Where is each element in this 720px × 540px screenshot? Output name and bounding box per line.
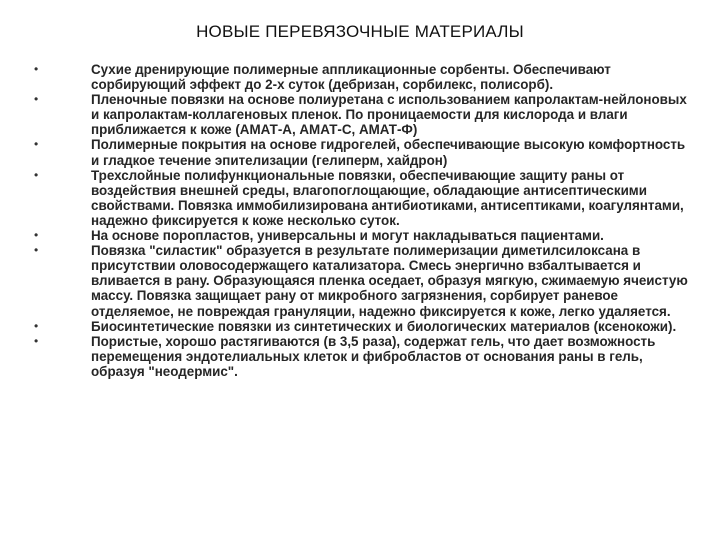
bullet-item (0, 334, 720, 379)
bullet-item (0, 319, 720, 334)
bullet-item (0, 137, 720, 167)
slide-title: НОВЫЕ ПЕРЕВЯЗОЧНЫЕ МАТЕРИАЛЫ (196, 22, 524, 41)
bullet-dot-icon: • (34, 137, 39, 152)
bullet-list (0, 62, 720, 379)
bullet-text: На основе поропластов, универсальны и могут накладываться пациентами. (91, 228, 604, 244)
bullet-dot-icon: • (34, 167, 39, 182)
bullet-item (0, 168, 720, 228)
bullet-item (0, 62, 720, 92)
bullet-text: Повязка "силастик" образуется в результате полимеризации диметилсилоксана в присутствии оловосодержащего катализатора. Смесь энергично взбалтывается и вливается в рану. Образующаяся пленка оседает, образуя мягкую, сжимаемую ячеистую массу. Повязка защищает рану от микробного загрязнения, сорбирует раневое отделяемое, не повреждая грануляции, надежно фиксируется к коже, легко удаляется. (91, 243, 688, 319)
bullet-dot-icon: • (34, 92, 39, 107)
bullet-item (0, 92, 720, 137)
bullet-text: Сухие дренирующие полимерные аппликационные сорбенты. Обеспечивают сорбирующий эффект до 2-х суток (дебризан, сорбилекс, полисорб). (91, 62, 611, 93)
bullet-text: Полимерные покрытия на основе гидрогелей, обеспечивающие высокую комфортность и гладкое течение эпителизации (гелиперм, хайдрон) (91, 137, 686, 168)
bullet-text: Пористые, хорошо растягиваются (в 3,5 раза), содержат гель, что дает возможность перемещения эндотелиальных клеток и фибробластов от основания раны в гель, образуя "неодермис". (91, 333, 656, 379)
bullet-item (0, 228, 720, 243)
bullet-text: Пленочные повязки на основе полиуретана с использованием капролактам-нейлоновых и капролактам-коллагеновых пленок. По проницаемости для кислорода и влаги приближается к коже (АМАТ-А, АМАТ-С, АМАТ-Ф) (91, 92, 687, 138)
bullet-dot-icon: • (34, 243, 39, 258)
bullet-item (0, 243, 720, 318)
bullet-dot-icon: • (34, 62, 39, 76)
bullet-text: Биосинтетические повязки из синтетических и биологических материалов (ксенокожи). (91, 318, 677, 334)
bullet-text: Трехслойные полифункциональные повязки, обеспечивающие защиту раны от воздействия внешней среды, влагопоглощающие, обладающие антисептическими свойствами. Повязка иммобилизирована антибиотиками, антисептиками, коагулянтами, надежно фиксируется к коже несколько суток. (91, 167, 684, 228)
bullet-dot-icon: • (34, 318, 39, 333)
bullet-dot-icon: • (34, 228, 39, 243)
bullet-dot-icon: • (34, 333, 39, 348)
